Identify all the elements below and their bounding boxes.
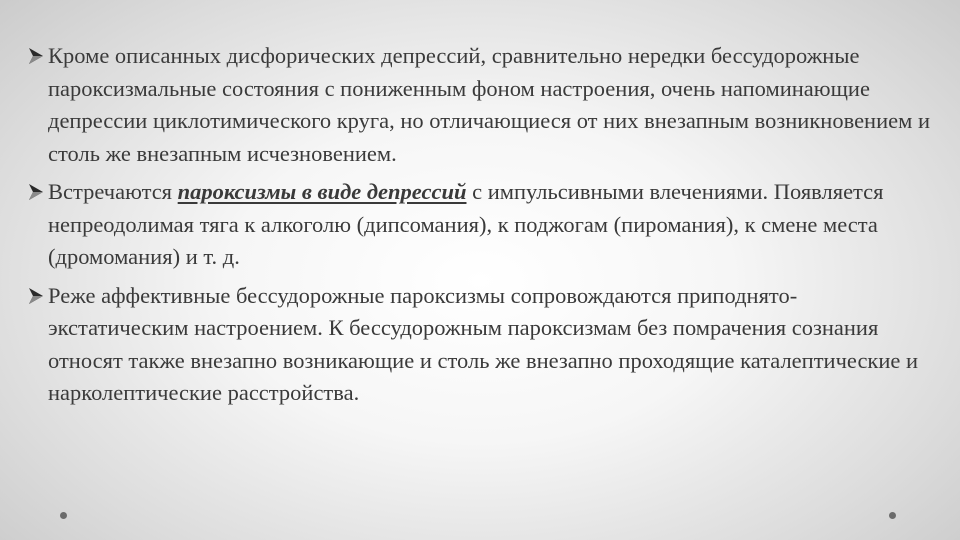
- bullet-text-after: с импульсивными влечениями. Появляется непреодолимая тяга к алкоголю (дипсомания), к поджогам (пиромания), к смене места (дромомания) и т. д.: [48, 179, 884, 269]
- decorative-dot-right: [889, 512, 896, 519]
- arrow-bullet-icon: [28, 287, 44, 305]
- slide-body: [28, 40, 933, 416]
- bullet-text-before: Встречаются: [48, 179, 178, 204]
- emphasized-term: пароксизмы в виде депрессий: [177, 179, 467, 204]
- bullet-item-2: [28, 176, 933, 274]
- arrow-bullet-icon: [28, 183, 44, 201]
- arrow-bullet-icon: [28, 47, 44, 65]
- bullet-item-1: [28, 40, 933, 170]
- bullet-text: Реже аффективные бессудорожные пароксизмы сопровождаются приподнято-экстатическим настроением. К бессудорожным пароксизмам без помрачения сознания относят также внезапно возникающие и столь же внезапно проходящие каталептические и нарколептические расстройства.: [48, 282, 919, 405]
- decorative-dot-left: [60, 512, 67, 519]
- bullet-text: Кроме описанных дисфорических депрессий, сравнительно нередки бессудорожные пароксизмальные состояния с пониженным фоном настроения, очень напоминающие депрессии циклотимического круга, но отличающиеся от них внезапным возникновением и столь же внезапным исчезновением.: [48, 43, 931, 166]
- bullet-item-3: [28, 280, 933, 410]
